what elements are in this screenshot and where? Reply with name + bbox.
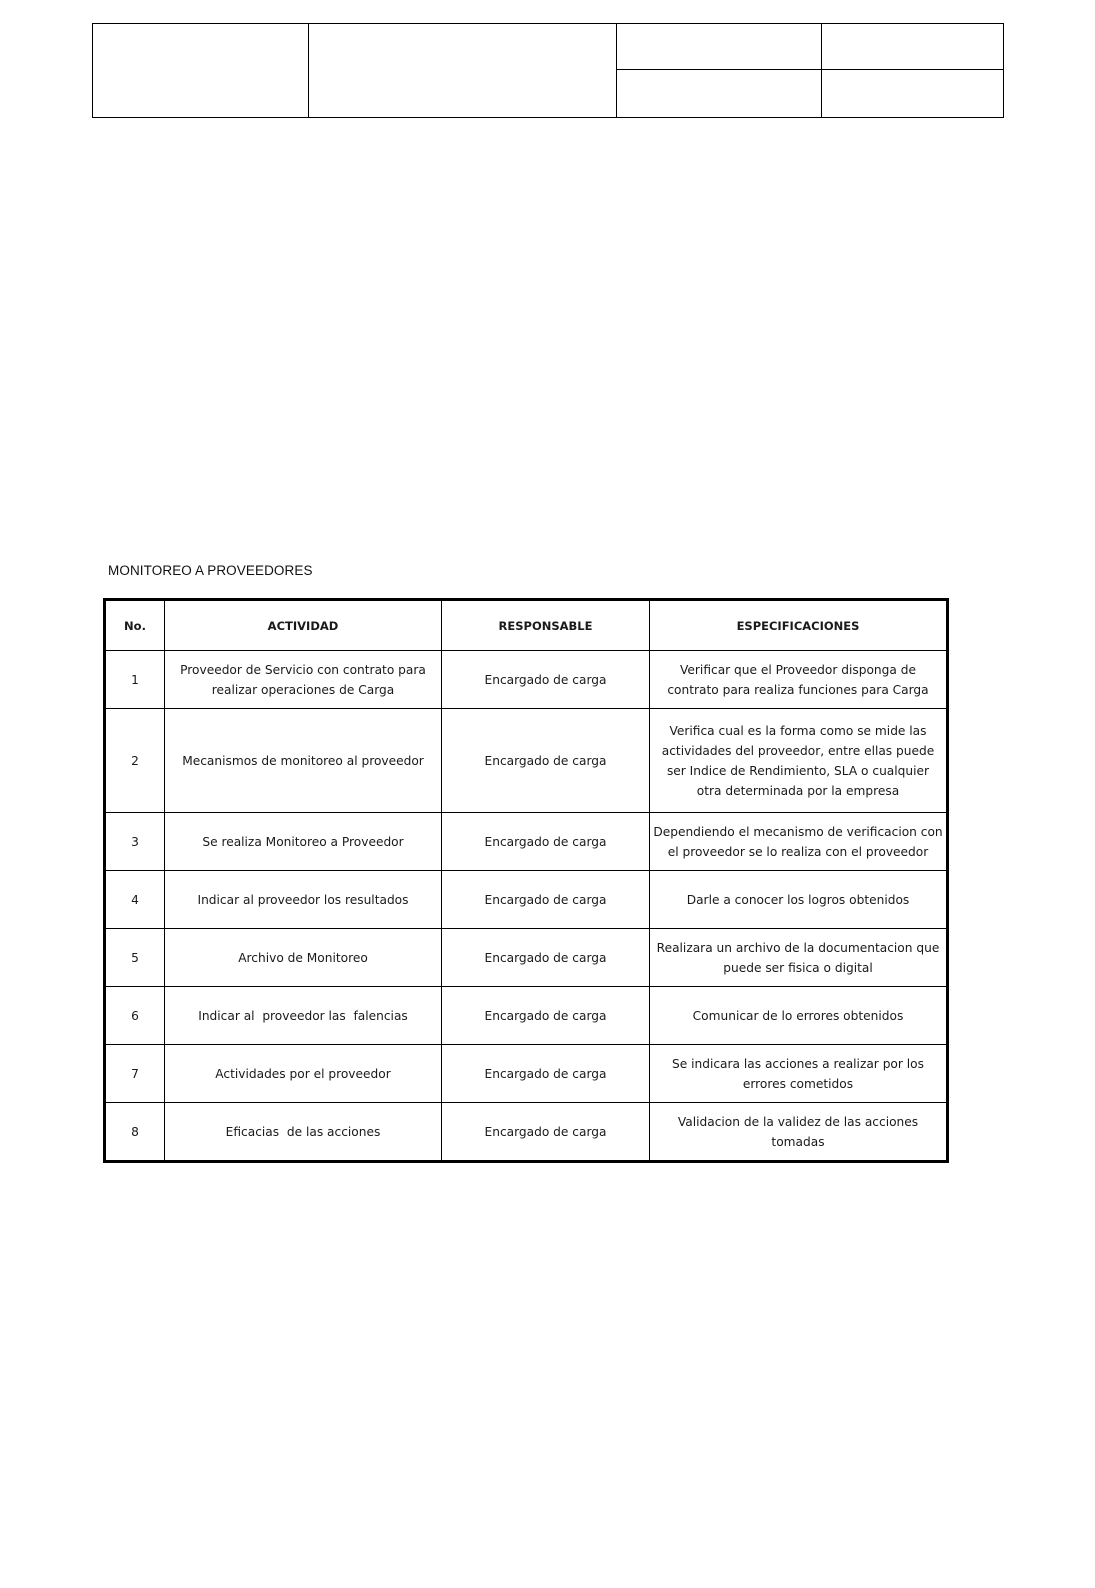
table-row	[105, 929, 948, 987]
column-header-responsable: RESPONSABLE	[442, 600, 650, 651]
row-number: 1	[105, 651, 165, 709]
row-especificaciones: Realizara un archivo de la documentacion que puede ser fisica o digital	[650, 929, 948, 987]
row-especificaciones: Comunicar de lo errores obtenidos	[650, 987, 948, 1045]
header-version-label-cell	[617, 70, 822, 118]
row-actividad: Eficacias de las acciones	[165, 1103, 442, 1162]
table-row	[105, 871, 948, 929]
row-responsable: Encargado de carga	[442, 813, 650, 871]
row-actividad: Archivo de Monitoreo	[165, 929, 442, 987]
header-version-value-cell	[822, 70, 1004, 118]
table-row	[105, 651, 948, 709]
supplier-monitoring-table	[103, 598, 949, 1163]
row-number: 5	[105, 929, 165, 987]
row-actividad: Indicar al proveedor las falencias	[165, 987, 442, 1045]
row-number: 3	[105, 813, 165, 871]
row-especificaciones: Dependiendo el mecanismo de verificacion con el proveedor se lo realiza con el proveedor	[650, 813, 948, 871]
header-title-cell	[309, 24, 617, 118]
row-number: 6	[105, 987, 165, 1045]
column-header-no: No.	[105, 600, 165, 651]
row-actividad: Indicar al proveedor los resultados	[165, 871, 442, 929]
row-responsable: Encargado de carga	[442, 871, 650, 929]
row-responsable: Encargado de carga	[442, 987, 650, 1045]
row-especificaciones: Se indicara las acciones a realizar por los errores cometidos	[650, 1045, 948, 1103]
row-actividad: Proveedor de Servicio con contrato para realizar operaciones de Carga	[165, 651, 442, 709]
table-header-row	[105, 600, 948, 651]
table-row	[105, 813, 948, 871]
row-responsable: Encargado de carga	[442, 929, 650, 987]
table-row	[105, 709, 948, 813]
row-actividad: Actividades por el proveedor	[165, 1045, 442, 1103]
row-especificaciones: Verifica cual es la forma como se mide las actividades del proveedor, entre ellas puede ser Indice de Rendimiento, SLA o cualquier otra determinada por la empresa	[650, 709, 948, 813]
row-actividad: Se realiza Monitoreo a Proveedor	[165, 813, 442, 871]
table-row	[105, 1103, 948, 1162]
row-especificaciones: Verificar que el Proveedor disponga de contrato para realiza funciones para Carga	[650, 651, 948, 709]
header-code-label-cell	[617, 24, 822, 70]
row-responsable: Encargado de carga	[442, 651, 650, 709]
document-header-grid	[92, 23, 1004, 118]
row-responsable: Encargado de carga	[442, 1103, 650, 1162]
column-header-actividad: ACTIVIDAD	[165, 600, 442, 651]
row-number: 8	[105, 1103, 165, 1162]
row-especificaciones: Darle a conocer los logros obtenidos	[650, 871, 948, 929]
table-row	[105, 987, 948, 1045]
row-number: 4	[105, 871, 165, 929]
header-code-value-cell	[822, 24, 1004, 70]
row-especificaciones: Validacion de la validez de las acciones tomadas	[650, 1103, 948, 1162]
row-actividad: Mecanismos de monitoreo al proveedor	[165, 709, 442, 813]
column-header-especificaciones: ESPECIFICACIONES	[650, 600, 948, 651]
row-number: 2	[105, 709, 165, 813]
row-responsable: Encargado de carga	[442, 709, 650, 813]
section-title: MONITOREO A PROVEEDORES	[108, 563, 313, 578]
row-responsable: Encargado de carga	[442, 1045, 650, 1103]
table-row	[105, 1045, 948, 1103]
row-number: 7	[105, 1045, 165, 1103]
header-logo-cell	[93, 24, 309, 118]
